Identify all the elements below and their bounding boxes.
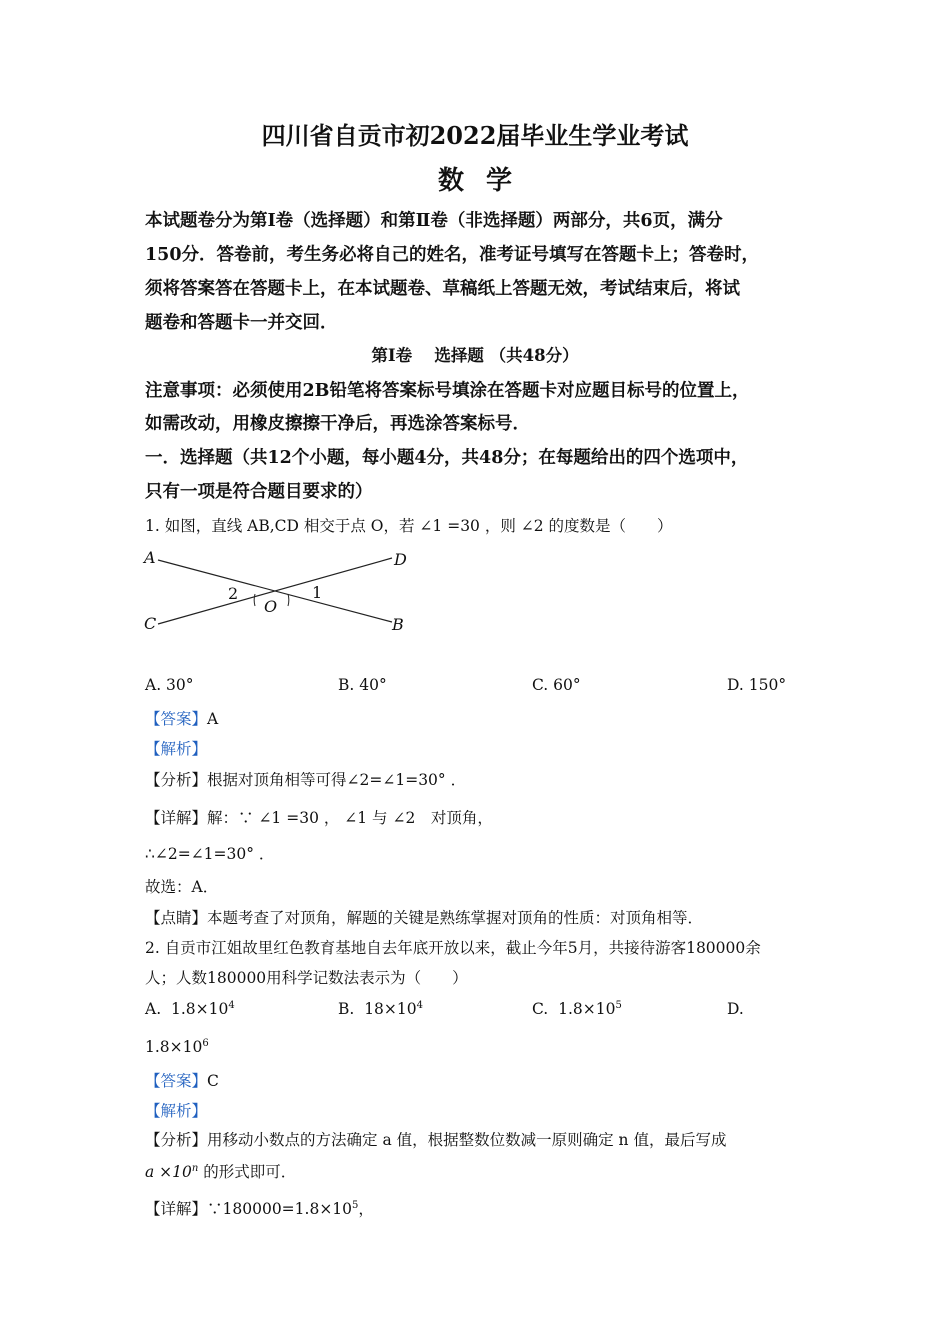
q1-dianjing (145, 906, 703, 928)
note-line-2: 如需改动，用橡皮擦擦干净后，再选涂答案标号． (145, 414, 530, 434)
option-label: A. (145, 1000, 162, 1018)
angle-2-arc (254, 594, 255, 606)
answer-tag: 【答案】 (145, 710, 208, 728)
q1-fenxi (145, 768, 466, 790)
q2-stem-1: 2. 自贡市江姐故里红色教育基地自去年底开放以来，截止今年5月，共接待游客180000余 (145, 939, 761, 957)
q2-fenxi-2 (145, 1160, 296, 1182)
answer-tag: 【答案】 (145, 1072, 208, 1090)
option-value: 1.8×10 (558, 1000, 616, 1018)
option-value: 1.8×10 (145, 1038, 203, 1056)
section-heading: 第Ⅰ卷 选择题 （共48分） (371, 346, 579, 365)
detail-text: 解：∵ ∠1 =30 ， ∠1 与 ∠2 对顶角， (207, 809, 493, 827)
q1-figure (140, 544, 420, 640)
label-b: B (392, 615, 404, 634)
q2-fenxi-1 (145, 1128, 726, 1150)
answer-value: C (207, 1072, 219, 1090)
intro-line-4: 题卷和答题卡一并交回． (145, 313, 338, 333)
detail-exponent: 5 (352, 1199, 359, 1211)
q2-detail (145, 1197, 374, 1219)
exam-title: 四川省自贡市初2022届毕业生学业考试 (261, 121, 689, 150)
formula-tail: 的形式即可． (198, 1163, 297, 1181)
q1-option-c: C. 60° (532, 676, 581, 694)
fenxi-tag: 【分析】 (145, 771, 208, 789)
intro-line-2: 150分．答卷前，考生务必将自己的姓名，准考证号填写在答题卡上；答卷时， (145, 245, 760, 265)
part-line-2: 只有一项是符合题目要求的） (145, 482, 373, 502)
option-exponent: 6 (202, 1037, 209, 1049)
option-label: B. (338, 1000, 355, 1018)
detail-tail: ， (358, 1200, 374, 1218)
label-a: A (144, 548, 156, 567)
formula-base: a ×10 (145, 1163, 192, 1181)
q1-therefore: ∴∠2=∠1=30° ． (145, 845, 275, 863)
q1-option-d: D. 150° (727, 676, 787, 694)
angle-1-arc (288, 594, 289, 606)
detail-formula: ∵180000=1.8×10 (207, 1200, 353, 1218)
q1-answer (145, 707, 218, 729)
label-1: 1 (312, 583, 323, 602)
q2-option-d-label: D. (727, 1000, 744, 1018)
q2-analysis-tag: 【解析】 (145, 1102, 208, 1120)
q1-analysis-tag: 【解析】 (145, 740, 208, 758)
part-line-1: 一．选择题（共12个小题，每小题4分，共48分；在每题给出的四个选项中， (145, 448, 749, 468)
fenxi-tag: 【分析】 (145, 1131, 208, 1149)
q2-option-a (145, 1000, 235, 1018)
option-label: C. (532, 1000, 549, 1018)
q2-option-b (338, 1000, 423, 1018)
note-line-1: 注意事项：必须使用2B铅笔将答案标号填涂在答题卡对应题目标号的位置上， (145, 381, 750, 401)
q1-choose: 故选：A． (145, 878, 219, 896)
label-o: O (264, 597, 278, 616)
q1-option-b: B. 40° (338, 676, 387, 694)
label-d: D (394, 550, 407, 569)
option-exponent: 4 (416, 999, 423, 1011)
q2-option-d-value (145, 1038, 209, 1056)
option-value: 18×10 (364, 1000, 417, 1018)
formula-exponent: n (191, 1162, 199, 1174)
intro-line-3: 须将答案答在答题卡上，在本试题卷、草稿纸上答题无效，考试结束后，将试 (145, 279, 740, 299)
label-2: 2 (228, 584, 239, 603)
q1-detail (145, 806, 493, 828)
subject-title: 数学 (437, 166, 534, 196)
intro-line-1: 本试题卷分为第Ⅰ卷（选择题）和第Ⅱ卷（非选择题）两部分，共6页，满分 (145, 211, 723, 231)
detail-tag: 【详解】 (145, 809, 208, 827)
fenxi-text: 用移动小数点的方法确定 a 值，根据整数位数减一原则确定 n 值，最后写成 (207, 1131, 727, 1149)
q1-option-a: A. 30° (145, 676, 194, 694)
fenxi-text: 根据对顶角相等可得∠2=∠1=30° ． (207, 771, 467, 789)
q2-stem-2: 人；人数180000用科学记数法表示为（ ） (145, 969, 468, 987)
dianjing-text: 本题考查了对顶角，解题的关键是熟练掌握对顶角的性质：对顶角相等． (207, 909, 704, 927)
option-value: 1.8×10 (170, 1000, 229, 1018)
option-exponent: 5 (615, 999, 622, 1011)
detail-tag: 【详解】 (145, 1200, 208, 1218)
option-exponent: 4 (228, 999, 235, 1011)
q1-stem: 1. 如图，直线 AB,CD 相交于点 O，若 ∠1 =30 ，则 ∠2 的度数是（ ） (145, 517, 673, 535)
dianjing-tag: 【点睛】 (145, 909, 208, 927)
answer-value: A (207, 710, 219, 728)
q2-option-c (532, 1000, 622, 1018)
label-c: C (144, 614, 157, 633)
q2-answer (145, 1069, 219, 1091)
